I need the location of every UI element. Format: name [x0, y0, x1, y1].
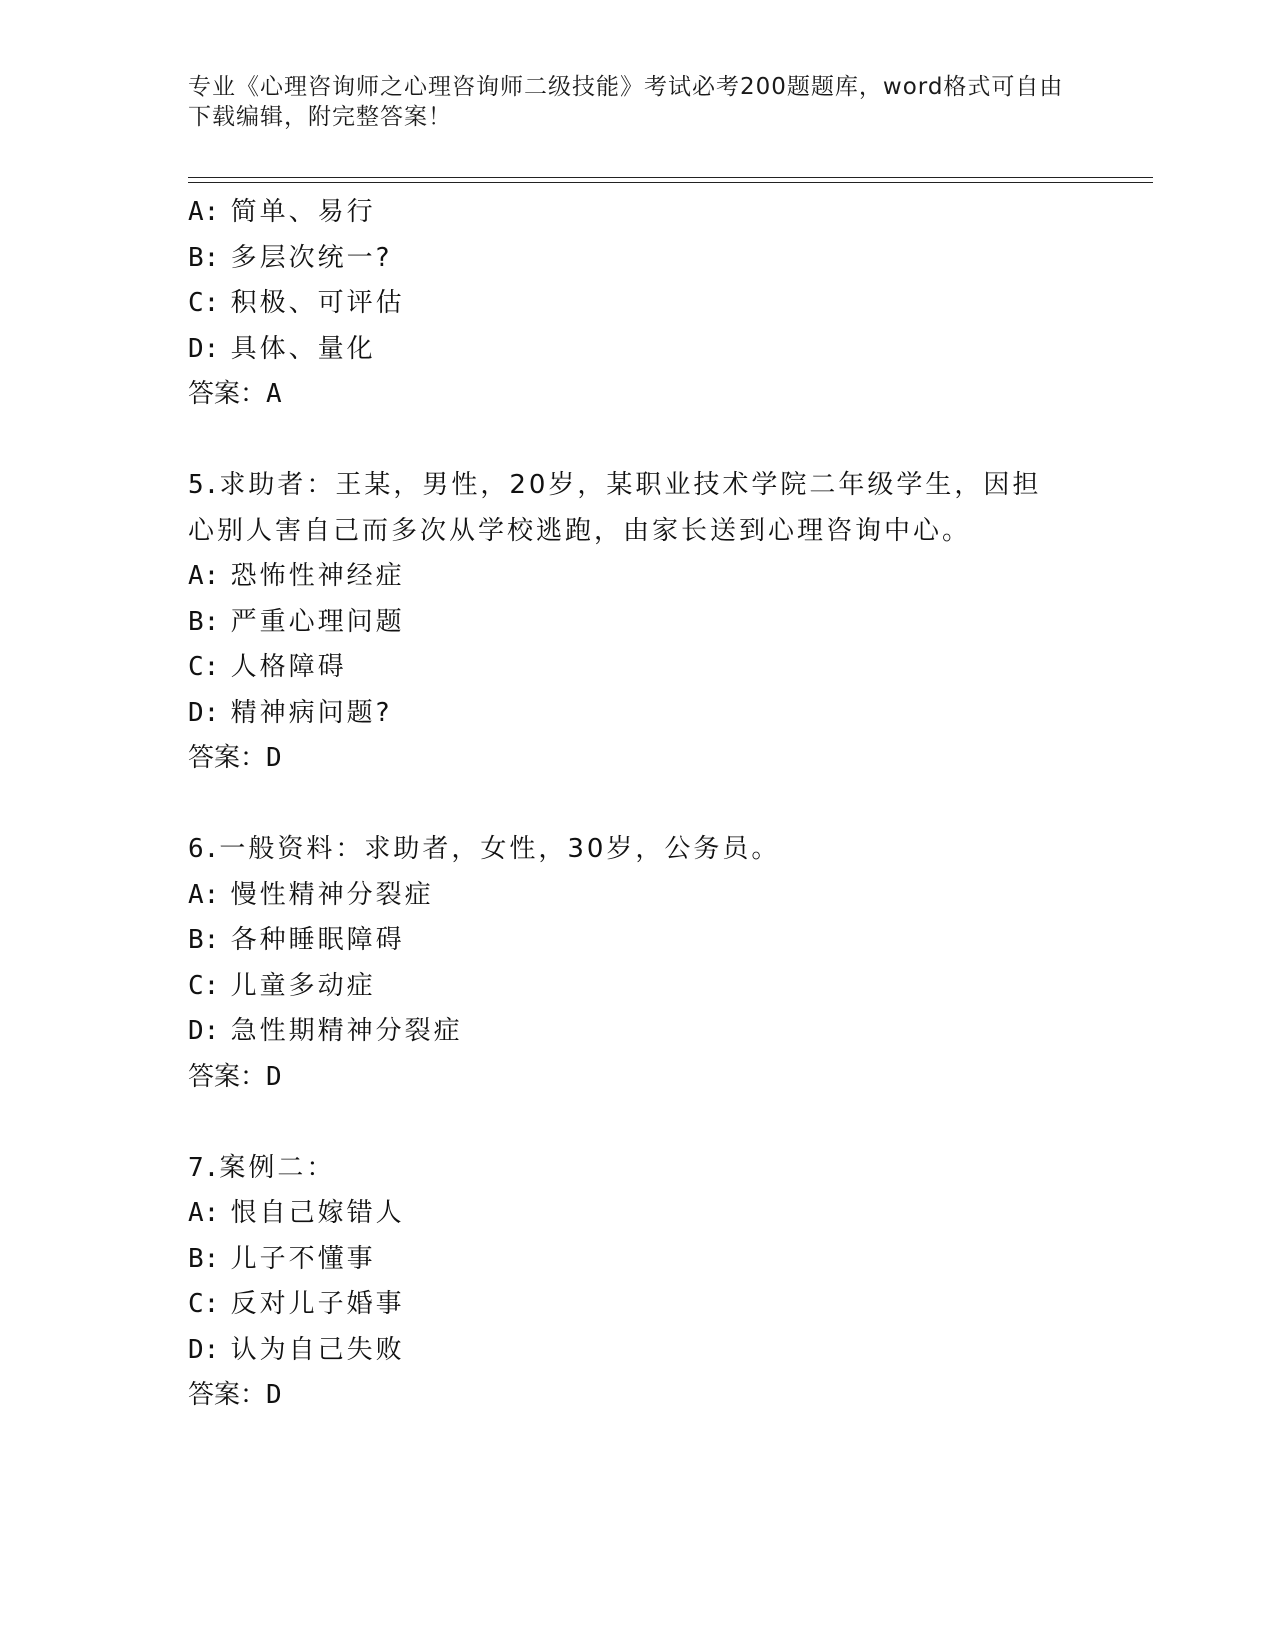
option-d: D: 认为自己失败: [188, 1334, 405, 1365]
spacer: [188, 782, 1108, 828]
option-a: A: 简单、易行: [188, 197, 376, 227]
option-c: C: 反对儿子婚事: [188, 1289, 405, 1319]
question-stem: 5.求助者：王某，男性，20岁，某职业技术学院二年级学生，因担心别人害自己而多次从学校逃跑，由家长送到心理咨询中心。: [188, 470, 1042, 546]
option-d: D: 精神病问题?: [188, 697, 393, 728]
question-5: [188, 463, 1108, 782]
spacer: [188, 418, 1108, 464]
option-d: D: 急性期精神分裂症: [188, 1016, 463, 1046]
question-6: [188, 827, 1108, 1100]
header-rule-top: [188, 177, 1153, 178]
question-stem: 6.一般资料：求助者，女性，30岁，公务员。: [188, 834, 781, 864]
option-b: B: 各种睡眠障碍: [188, 925, 405, 955]
option-a: A: 恨自己嫁错人: [188, 1198, 405, 1228]
answer-line: 答案：D: [188, 1380, 282, 1410]
answer-line: 答案：D: [188, 1061, 282, 1092]
option-a: A: 恐怖性神经症: [188, 561, 405, 591]
document-header: 专业《心理咨询师之心理咨询师二级技能》考试必考200题题库，word格式可自由下载编辑，附完整答案！: [188, 74, 1064, 130]
option-b: B: 多层次统一?: [188, 242, 393, 273]
option-b: B: 儿子不懂事: [188, 1243, 376, 1274]
question-stem: 7.案例二：: [188, 1152, 336, 1183]
answer-line: 答案：A: [188, 379, 282, 409]
option-d: D: 具体、量化: [188, 333, 376, 364]
option-b: B: 严重心理问题: [188, 606, 405, 637]
question-7: [188, 1146, 1108, 1419]
option-a: A: 慢性精神分裂症: [188, 879, 434, 910]
option-c: C: 人格障碍: [188, 652, 347, 682]
answer-line: 答案：D: [188, 743, 282, 773]
question-4: [188, 190, 1108, 418]
option-c: C: 积极、可评估: [188, 288, 405, 318]
option-c: C: 儿童多动症: [188, 970, 376, 1001]
question-list: [188, 190, 1108, 1419]
spacer: [188, 1100, 1108, 1146]
header-rule-bottom: [188, 182, 1153, 183]
